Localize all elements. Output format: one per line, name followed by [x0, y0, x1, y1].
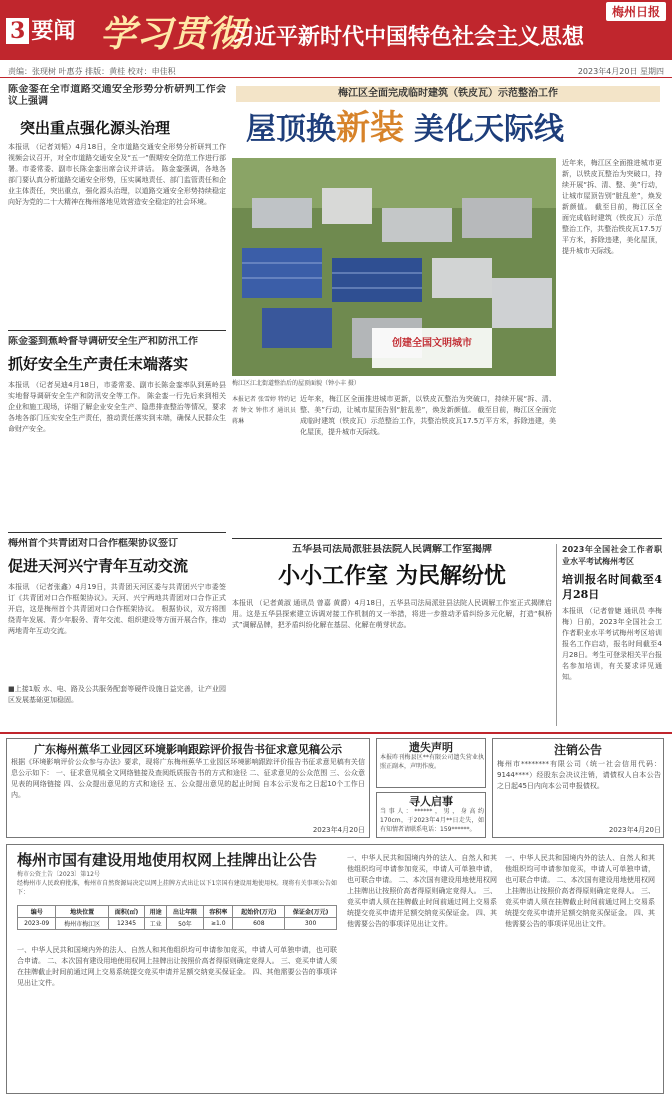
page-banner	[0, 0, 672, 60]
a4-kicker: 梅江区全面完成临时建筑（铁皮瓦）示范整治工作	[236, 86, 660, 102]
missing-notice-title: 寻人启事	[409, 795, 453, 808]
eia-notice-body: 根据《环境影响评价公众参与办法》要求，现将广东梅州蕉华工业园区环境影响跟踪评价报告书征求意见稿有关信息公示如下： 一、征求意见稿全文网络链接及查阅纸质报告书的方式和途径 二、征求意见的公众范围 三、公众意见表的网络链接 四、公众提出意见的方式和途径 五、公众提出意见的起止时间 自本公示发布之日起10个工作日内。	[11, 758, 365, 799]
a4-title: 屋顶换新装 美化天际线	[246, 108, 564, 148]
a6-kicker: 2023年全国社会工作者职业水平考试梅州考区	[562, 545, 662, 566]
divider	[8, 532, 226, 533]
table-cell: 工业	[145, 918, 167, 930]
dissolution-notice	[492, 738, 664, 838]
missing-notice-body: 当事人：******，男，身高约170cm，于2023年4月**日走失，如有知情者请联系电话：159******。	[380, 808, 484, 833]
eia-notice	[6, 738, 370, 838]
table-header-row	[18, 906, 337, 918]
table-row	[18, 918, 337, 930]
table-header: 地块位置	[56, 906, 108, 918]
a4-byline: 本报记者 张雪婷 特约记者 钟文 钟伟才 通讯员 蒋琳	[232, 396, 296, 425]
a3-body: 本报讯 （记者张鑫）4月19日，共青团天河区委与共青团兴宁市委签订《共青团对口合作框架协议》。天河、兴宁两地共青团对口合作正式开启，这是梅州首个共青团对口合作框架协议。 根据协议，双方将围绕青年发展、青少年服务、青年交流、组织建设等方面开展合作，推动两地青年互动交流。	[8, 583, 226, 635]
slogan-main: 习近平新时代中国特色社会主义思想	[232, 24, 585, 50]
land-notice-ref: 梅市公资土告〔2023〕第12号	[17, 871, 100, 878]
section-label: 3 要闻	[6, 14, 75, 45]
land-auction-notice	[6, 844, 664, 1094]
dissolution-notice-body: 梅州市********有限公司（统一社会信用代码：9144****）经股东会决议注销，请债权人自本公告之日起45日内向本公司申报债权。	[497, 760, 661, 790]
a5-kicker: 五华县司法局派驻县法院人民调解工作室揭牌	[292, 544, 492, 555]
a5-title: 小小工作室 为民解纷忧	[278, 563, 506, 589]
land-notice-body-left: 一、中华人民共和国境内外的法人、自然人和其他组织均可申请参加竞买，申请人可单独申请，也可联合申请。 二、本次国有建设用地使用权网上挂牌出让按照价高者得原则确定竞得人。 三、竞买申请人须在挂牌截止时间前通过网上交易系统提交竞买申请并足额交纳竞买保证金。 四、其他需要公告的事项详见出让文件。	[17, 946, 337, 987]
table-header: 面积(㎡)	[108, 906, 144, 918]
a5-body: 本报讯 （记者黄淑 通讯员 曾嘉 黄爵）4月18日，五华县司法局派驻县法院人民调解工作室正式揭牌启用。这是五华县探索建立诉调对接工作机制的又一举措，将进一步推动矛盾纠纷多元化解，打造“枫桥式”调解品牌，把矛盾纠纷化解在基层、化解在萌芽状态。	[232, 599, 552, 629]
divider	[556, 544, 557, 726]
table-header: 编号	[18, 906, 56, 918]
a2-body: 本报讯 （记者吴迪4月18日，市委常委、副市长陈金銮率队到蕉岭县实地督导调研安全生产和防汛安全等工作。 陈金銮一行先后来到相关企业和施工现场，详细了解企业安全生产、隐患排查整治等情况，要求各地各部门压实安全生产责任，推动责任落实到末端，确保人民群众生命财产安全。	[8, 381, 226, 433]
loss-notice-title: 遗失声明	[409, 741, 453, 754]
eia-notice-title: 广东梅州蕉华工业园区环境影响跟踪评价报告书征求意见稿公示	[34, 743, 342, 756]
table-header: 用途	[145, 906, 167, 918]
table-cell: 2023-09	[18, 918, 56, 930]
table-cell: ≥1.0	[204, 918, 233, 930]
table-cell: 12345	[108, 918, 144, 930]
table-cell: 608	[233, 918, 285, 930]
a1-title: 突出重点强化源头治理	[20, 119, 171, 137]
divider	[232, 538, 662, 539]
eia-notice-date: 2023年4月20日	[312, 826, 365, 834]
land-notice-body-mid: 一、中华人民共和国境内外的法人、自然人和其他组织均可申请参加竞买，申请人可单独申请，也可联合申请。 二、本次国有建设用地使用权网上挂牌出让按照价高者得原则确定竞得人。 三、竞买申请人须在挂牌截止时间前通过网上交易系统提交竞买申请并足额交纳竞买保证金。 四、其他需要公告的事项详见出让文件。	[347, 854, 497, 928]
land-notice-intro: 经梅州市人民政府批准，梅州市自然资源局决定以网上挂牌方式出让以下1宗国有建设用地使用权。现将有关事项公告如下：	[17, 880, 337, 896]
a4-body-left: 近年来，梅江区全面推进城市更新，以铁皮瓦整治为突破口，持续开展“拆、清、整、美”行动，让城市屋顶告别“脏乱差”，焕发新颜值。 截至目前，梅江区全面完成临时建筑（铁皮瓦）示范整治工作，共整治铁皮瓦17.5万平方米，拆除违建，美化屋顶，提升城市天际线。	[300, 395, 556, 436]
a3-continued: ■上接1版 水、电、路及公共服务配套等硬件设施日益完善，让产业园区发展基础更加稳固。	[8, 685, 226, 704]
a2-title: 抓好安全生产责任末端落实	[8, 355, 189, 373]
divider	[0, 732, 672, 734]
table-header: 保证金(万元)	[285, 906, 337, 918]
slogan-script: 学习贯彻	[100, 13, 245, 55]
a1-kicker: 陈金銮在全市道路交通安全形势分析研判工作会议上强调	[8, 84, 226, 107]
a1-body: 本报讯 （记者刘韬）4月18日，全市道路交通安全形势分析研判工作视频会议召开，对全市道路交通安全及“五一”假期安全防范工作进行部署。市委常委、副市长陈金銮出席会议并讲话。 陈金銮强调，各地各部门要认真分析道路交通安全形势，压实属地责任、部门监管责任和企业主体责任，突出重点，强化源头治理，以道路交通安全形势持续稳定向好为党的二十大精神在梅州落地见效营造安全稳定的社会环境。	[8, 143, 226, 206]
table-header: 容积率	[204, 906, 233, 918]
table-header: 起始价(万元)	[233, 906, 285, 918]
a3-kicker: 梅州首个共青团对口合作框架协议签订	[8, 538, 178, 549]
newspaper-logo: 梅州日报	[606, 2, 666, 21]
missing-notice	[376, 792, 486, 838]
editor-line: 责编：张现树 叶惠芬 排版：黄桂 校对：申佳积	[8, 67, 176, 76]
rooftop-photo	[232, 158, 556, 376]
dissolution-notice-title: 注销公告	[553, 743, 602, 757]
civic-sign: 创建全国文明城市	[392, 338, 472, 349]
loss-notice-body: 本报昨刊梅县区**有限公司遗失营业执照正副本，声明作废。	[380, 754, 484, 770]
table-cell: 50年	[166, 918, 203, 930]
divider	[8, 330, 226, 331]
meta-bar	[0, 64, 672, 78]
table-cell: 梅州市梅江区	[56, 918, 108, 930]
a6-body: 本报讯 （记者曾婕 通讯员 李梅梅）日前，2023年全国社会工作者职业水平考试梅州考区培训报名工作启动，报名时间截至4月28日。考生可登录相关平台报名参加培训，有关要求详见通知。	[562, 607, 662, 681]
a6-title: 培训报名时间截至4月28日	[562, 573, 662, 601]
loss-notice	[376, 738, 486, 788]
photo-caption: 梅江区江北街道整治后的屋顶面貌（钟小丰 摄）	[232, 380, 360, 387]
date-page: 2023年4月20日 星期四	[577, 67, 664, 76]
land-parcel-table	[17, 905, 337, 930]
land-notice-title: 梅州市国有建设用地使用权网上挂牌出让公告	[17, 851, 318, 869]
table-header: 出让年限	[166, 906, 203, 918]
table-cell: 300	[285, 918, 337, 930]
land-notice-body-right: 一、中华人民共和国境内外的法人、自然人和其他组织均可申请参加竞买，申请人可单独申请，也可联合申请。 二、本次国有建设用地使用权网上挂牌出让按照价高者得原则确定竞得人。 三、竞买申请人须在挂牌截止时间前通过网上交易系统提交竞买申请并足额交纳竞买保证金。 四、其他需要公告的事项详见出让文件。	[505, 854, 655, 928]
a3-title: 促进天河兴宁青年互动交流	[8, 557, 189, 575]
a4-body-right: 近年来，梅江区全面推进城市更新，以铁皮瓦整治为突破口，持续开展“拆、清、整、美”行动，让城市屋顶告别“脏乱差”，焕发新颜值。 截至目前，梅江区全面完成临时建筑（铁皮瓦）示范整治工作，共整治铁皮瓦17.5万平方米，拆除违建，美化屋顶，提升城市天际线。	[562, 159, 662, 255]
a2-kicker: 陈金銮到蕉岭督导调研安全生产和防汛工作	[8, 336, 198, 347]
dissolution-notice-date: 2023年4月20日	[608, 826, 661, 834]
